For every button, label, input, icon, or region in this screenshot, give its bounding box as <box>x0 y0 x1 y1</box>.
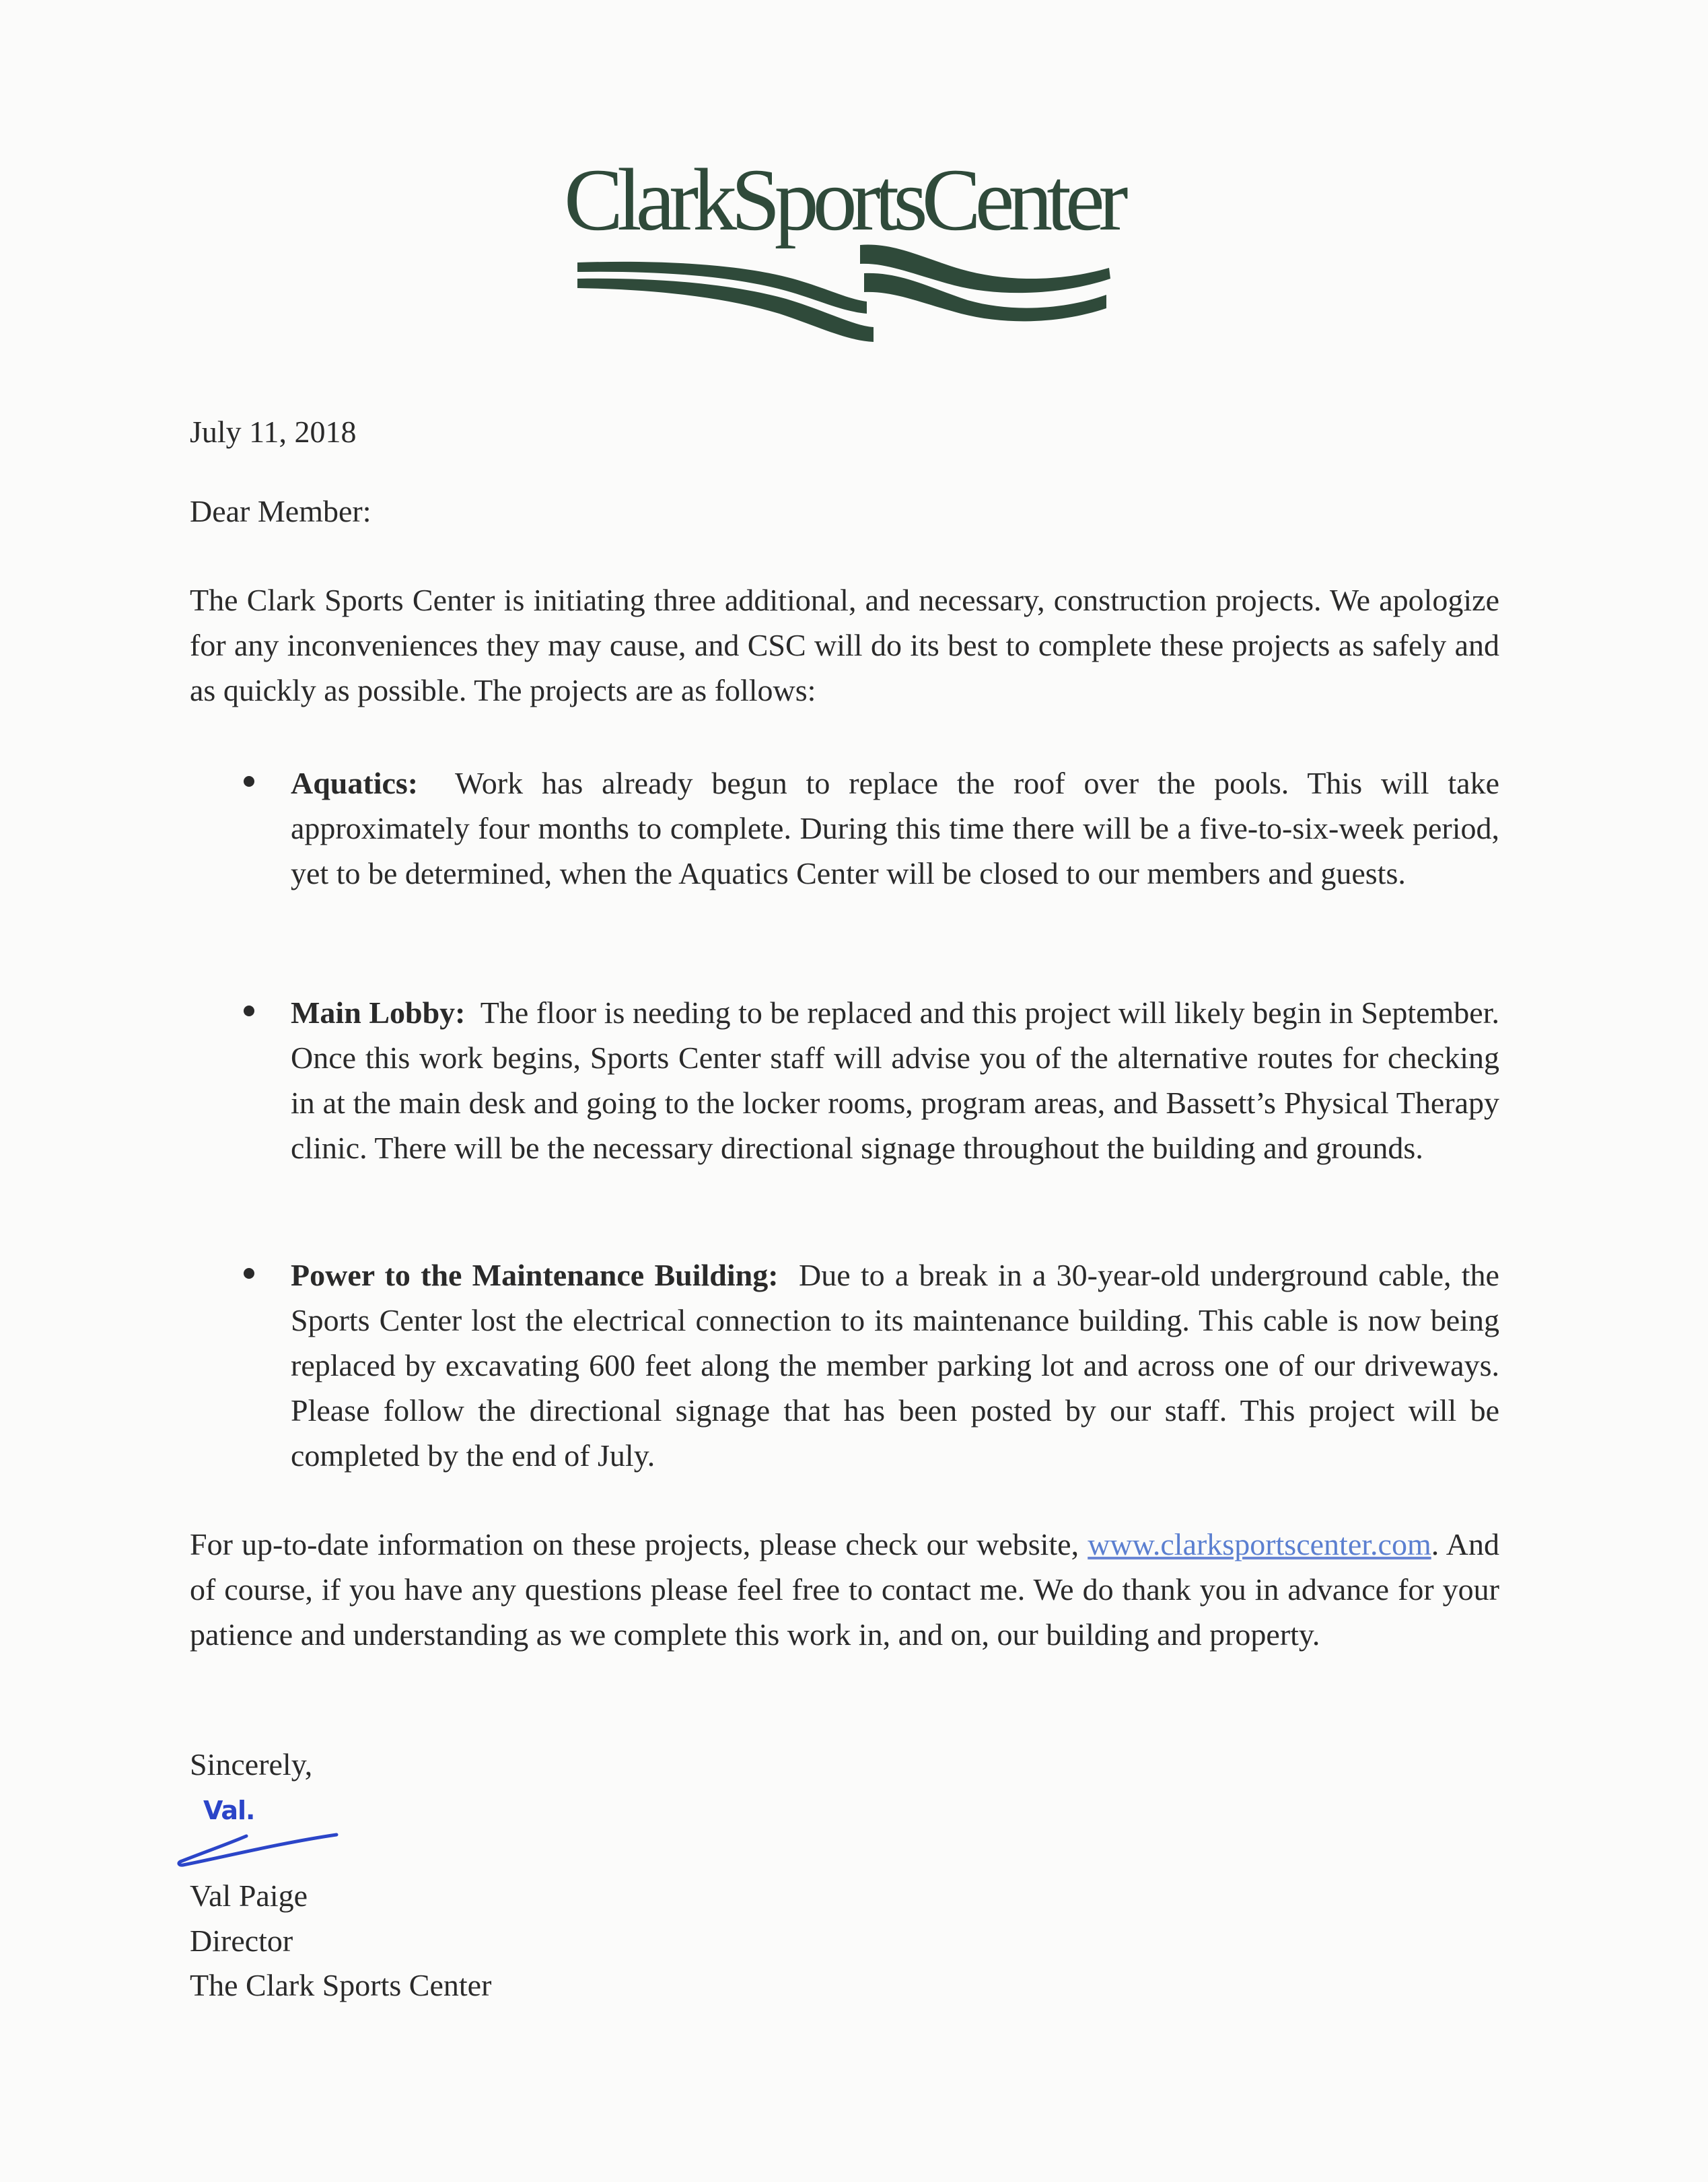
project-text <box>291 990 1499 1170</box>
intro-paragraph: The Clark Sports Center is initiating three additional, and necessary, construction projects. We apologize for any inconveniences they may cause, and CSC will do its best to complete these projects as safely and as quickly as possible. The projects are as follows: <box>190 583 1499 707</box>
project-text <box>291 1253 1499 1478</box>
wave-swoosh-icon <box>564 244 1129 345</box>
signer-title: Director <box>190 1924 293 1958</box>
letter-date: July 11, 2018 <box>190 415 357 449</box>
bullet-icon <box>244 776 254 787</box>
project-text <box>291 761 1499 896</box>
project-body: Due to a break in a 30-year-old underground cable, the Sports Center lost the electrical connection to its maintenance building. This cable is now being replaced by excavating 600 feet along the member parking lot and across one of our driveways. Please follow the directional signage that has been posted by our staff. This project will be completed by the end of July. <box>291 1258 1499 1473</box>
project-body: The floor is needing to be replaced and this project will likely begin in September. Once this work begins, Sports Center staff will advise you of the alternative routes for checking in at the main desk and going to the locker rooms, program areas, and Bassett’s Physical Therapy clinic. There will be the necessary directional signage throughout the building and grounds. <box>291 995 1499 1165</box>
signer-organization: The Clark Sports Center <box>190 1968 492 2002</box>
clark-sports-center-logo <box>564 149 1129 345</box>
closing-paragraph <box>190 1522 1499 1657</box>
closing-text-after-link: . And of course, if you have any questions please feel free to contact me. We do thank you in advance for your patience and understanding as we complete this work in, and on, our building and property. <box>190 1527 1499 1652</box>
project-title: Aquatics: <box>291 766 419 800</box>
signer-name: Val Paige <box>190 1878 308 1913</box>
bullet-icon <box>244 1006 254 1016</box>
website-link[interactable]: www.clarksportscenter.com <box>1088 1527 1431 1561</box>
project-body: Work has already begun to replace the roof over the pools. This will take approximately four months to complete. During this time there will be a five-to-six-week period, yet to be determined, when the Aquatics Center will be closed to our members and guests. <box>291 766 1499 890</box>
handwritten-signature <box>174 1796 349 1870</box>
bullet-icon <box>244 1268 254 1279</box>
project-title: Main Lobby: <box>291 995 466 1030</box>
logo-wordmark: ClarkSportsCenter <box>564 150 1123 249</box>
salutation: Dear Member: <box>190 494 371 528</box>
closing-text-before-link: For up-to-date information on these projects, please check our website, <box>190 1527 1088 1561</box>
valediction: Sincerely, <box>190 1747 313 1782</box>
signature-initials: Val. <box>203 1796 255 1825</box>
signature-stroke-icon <box>174 1796 349 1870</box>
project-title: Power to the Maintenance Building: <box>291 1258 779 1292</box>
